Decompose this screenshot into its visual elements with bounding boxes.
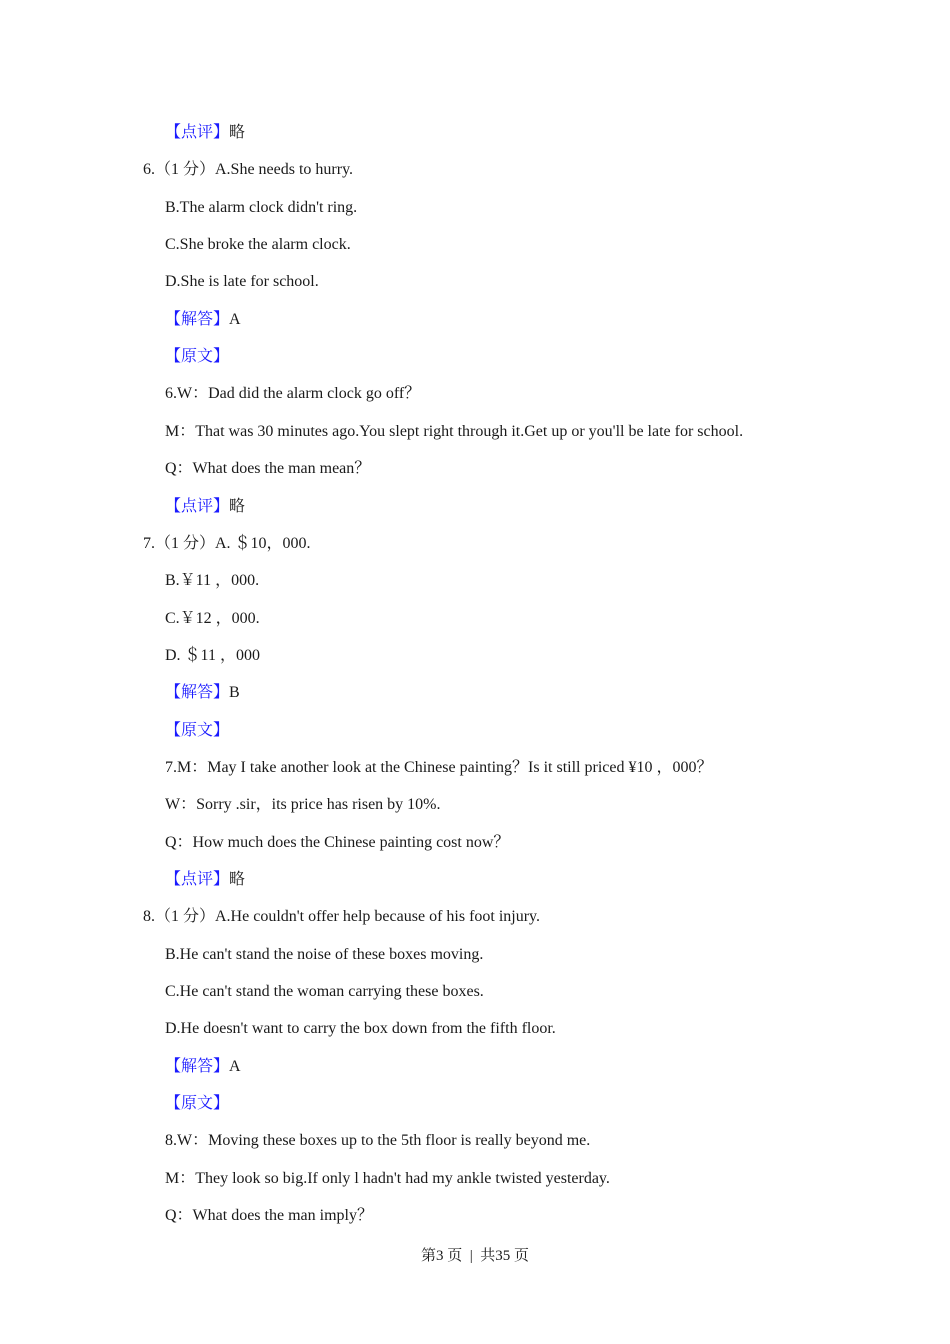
line-text: D. ＄11 ，000 (165, 646, 260, 664)
text-line (165, 1169, 610, 1189)
line-text: Q：What does the man mean？ (165, 460, 371, 478)
line-text: 略 (229, 124, 246, 141)
section-tag: 【解答】 (165, 310, 230, 328)
line-text: 8.（1 分）A.He couldn't offer help because of his foot injury. (143, 908, 541, 926)
text-line (165, 235, 351, 255)
text-line (165, 945, 483, 965)
text-line (165, 982, 484, 1002)
line-text: A (229, 1057, 241, 1075)
line-text: M：That was 30 minutes ago.You slept right through it.Get up or you'll be late for school. (165, 422, 744, 440)
section-tag: 【原文】 (165, 348, 230, 366)
section-label-line (165, 683, 240, 703)
text-line (165, 571, 259, 591)
text-line (165, 833, 509, 853)
line-text: Q：How much does the Chinese painting cost now？ (165, 833, 510, 851)
line-text: D.He doesn't want to carry the box down from the fifth floor. (165, 1020, 556, 1038)
text-line (165, 609, 260, 629)
line-text: B.He can't stand the noise of these boxes moving. (165, 945, 484, 963)
text-line (165, 459, 370, 479)
section-label-line (165, 310, 241, 330)
text-line (165, 272, 319, 292)
line-text: 8.W：Moving these boxes up to the 5th floor is really beyond me. (165, 1132, 591, 1150)
line-text: D.She is late for school. (165, 273, 319, 291)
section-tag: 【点评】 (165, 871, 230, 888)
line-text: C.She broke the alarm clock. (165, 236, 351, 254)
line-text: 6.W：Dad did the alarm clock go off？ (165, 385, 421, 403)
section-tag: 【解答】 (165, 684, 230, 702)
question-line (143, 160, 353, 180)
section-tag: 【解答】 (165, 1057, 230, 1075)
text-line (165, 1206, 373, 1226)
text-line (165, 384, 420, 404)
text-line (165, 198, 357, 218)
question-line (143, 534, 311, 554)
text-line (165, 422, 743, 442)
line-text: 6.（1 分）A.She needs to hurry. (143, 161, 354, 179)
text-line (165, 646, 260, 666)
section-label-line (165, 870, 245, 890)
text-line (165, 1019, 556, 1039)
line-text: 略 (229, 497, 246, 515)
text-line (165, 1131, 590, 1151)
line-text: 7.M：May I take another look at the Chinese painting？Is it still priced ¥10 ，000？ (165, 758, 713, 776)
line-text: 略 (229, 871, 246, 888)
text-line (165, 758, 712, 778)
line-text: Q：What does the man imply？ (165, 1207, 373, 1225)
section-tag: 【点评】 (165, 124, 230, 141)
text-line (165, 795, 441, 815)
line-text: A (229, 310, 241, 328)
section-label-line (165, 123, 245, 143)
line-text: B (229, 684, 240, 702)
section-label-line (165, 497, 245, 517)
line-text: B.The alarm clock didn't ring. (165, 198, 358, 216)
section-label-line (165, 1094, 229, 1114)
section-label-line (165, 347, 229, 367)
section-tag: 【点评】 (165, 497, 230, 515)
question-line (143, 907, 540, 927)
section-label-line (165, 1057, 241, 1077)
line-text: W：Sorry .sir，its price has risen by 10%. (165, 796, 441, 814)
line-text: M：They look so big.If only l hadn't had my ankle twisted yesterday. (165, 1169, 610, 1187)
page-footer: 第3 页 | 共35 页 (420, 1248, 529, 1264)
section-label-line (165, 721, 229, 741)
line-text: 7.（1 分）A. ＄10，000. (143, 534, 311, 552)
line-text: C.He can't stand the woman carrying these boxes. (165, 983, 484, 1001)
section-tag: 【原文】 (165, 1095, 230, 1113)
section-tag: 【原文】 (165, 721, 230, 739)
line-text: B.￥11 ，000. (165, 572, 260, 590)
line-text: C.￥12 ，000. (165, 609, 260, 627)
